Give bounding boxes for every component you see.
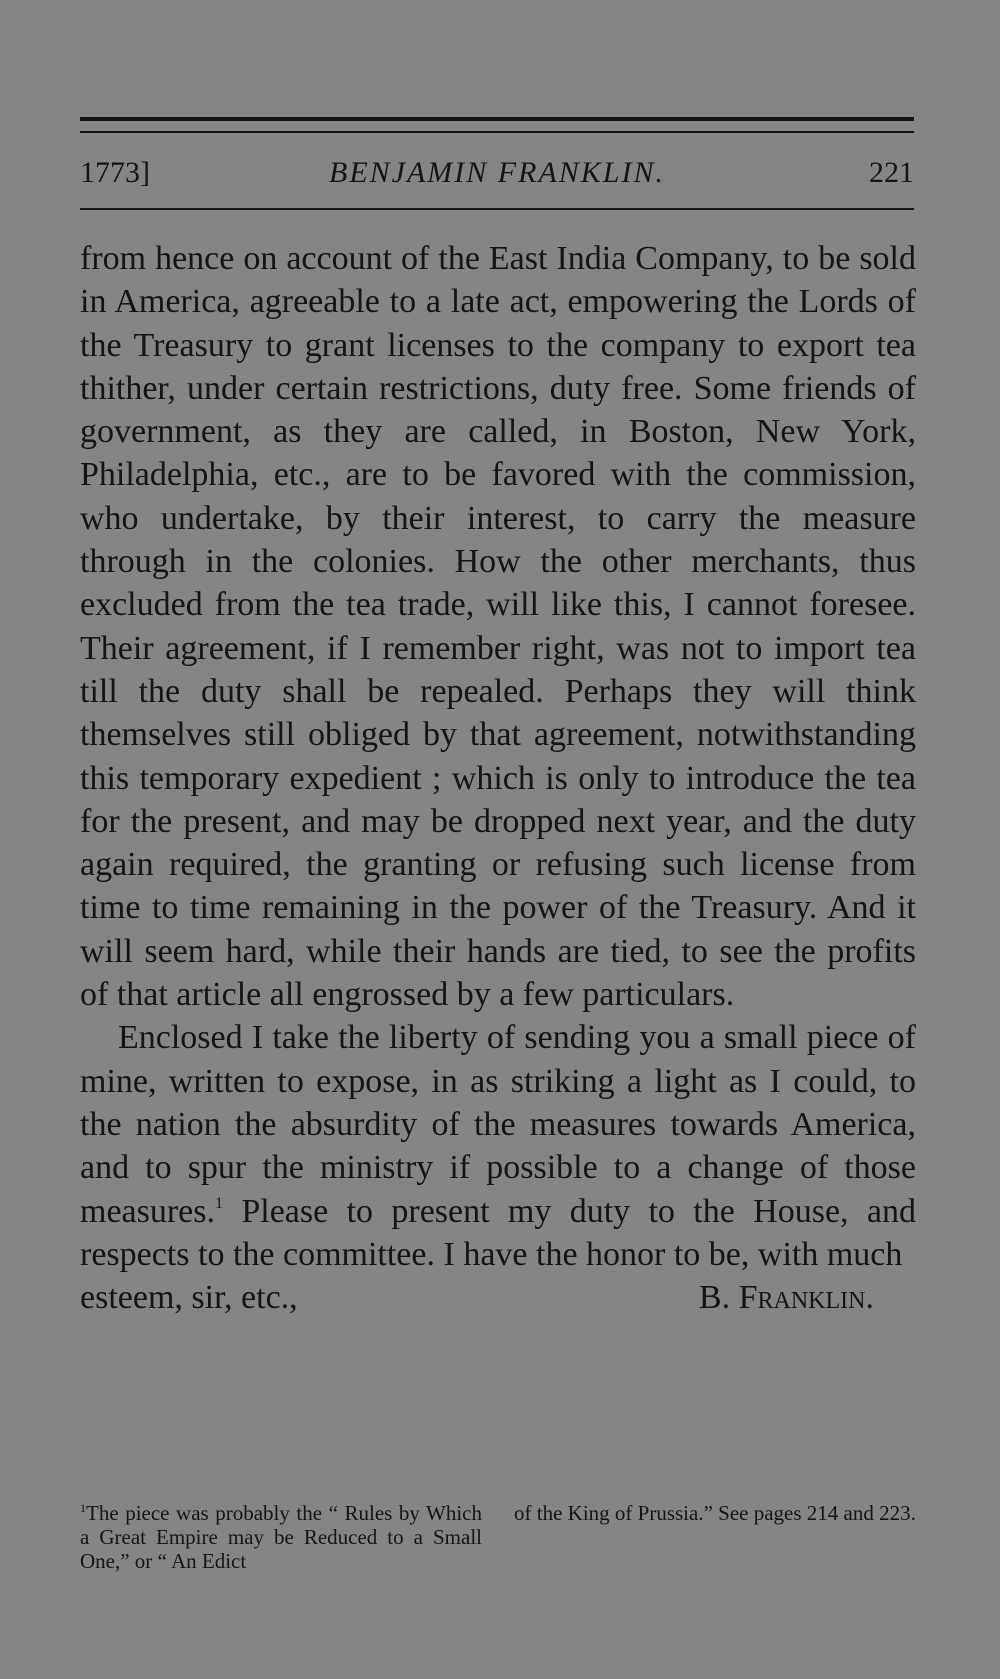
top-rule-thin [80, 131, 914, 133]
body-text [80, 237, 916, 1319]
page-number: 221 [869, 156, 914, 189]
header-year: 1773] [80, 156, 150, 189]
signature: B. Franklin. [698, 1279, 874, 1317]
closing-line [80, 1276, 916, 1319]
footnote-mark: 1 [80, 1501, 86, 1515]
paragraph-2 [80, 1016, 916, 1276]
footnote [80, 1501, 916, 1573]
header-bottom-rule [80, 208, 914, 210]
paragraph-2-text-a: Enclosed I take the liberty of sending you a small piece of mine, written to expose, in as striking a light as I could, to the nation the absurdity of the measures towards America, and to spur the ministry if possible to a change of those measures. [80, 1019, 916, 1230]
top-rule-thick [80, 117, 914, 121]
footnote-column-1 [80, 1501, 482, 1573]
running-head [80, 156, 914, 196]
paragraph-2-text-b: Please to present my duty to the House, and respects to the committee. I have the honor to be, with much [80, 1192, 916, 1273]
footnote-column-2: of the King of Prussia.” See pages 214 and 223. [514, 1501, 916, 1525]
footnote-reference: 1 [215, 1194, 224, 1212]
paragraph-1: from hence on account of the East India Company, to be sold in America, agreeable to a late act, empowering the Lords of the Treasury to grant licenses to the company to export tea thither, under certain restrictions, duty free. Some friends of government, as they are called, in Boston, New York, Philadelphia, etc., are to be favored with the commission, who undertake, by their interest, to carry the measure through in the colonies. How the other merchants, thus excluded from the tea trade, will like this, I cannot foresee. Their agreement, if I remember right, was not to import tea till the duty shall be repealed. Perhaps they will think themselves still obliged by that agreement, notwithstanding this temporary expedient ; which is only to introduce the tea for the present, and may be dropped next year, and the duty again required, the granting or refusing such license from time to time remaining in the power of the Treasury. And it will seem hard, while their hands are tied, to see the profits of that article all engrossed by a few particulars. [80, 240, 916, 1014]
closing-text: esteem, sir, etc., [80, 1279, 298, 1317]
header-title: BENJAMIN FRANKLIN. [329, 156, 665, 189]
footnote-text-1: The piece was probably the “ Rules by Which a Great Empire may be Reduced to a Small One,” or “ An Edict [80, 1501, 482, 1573]
